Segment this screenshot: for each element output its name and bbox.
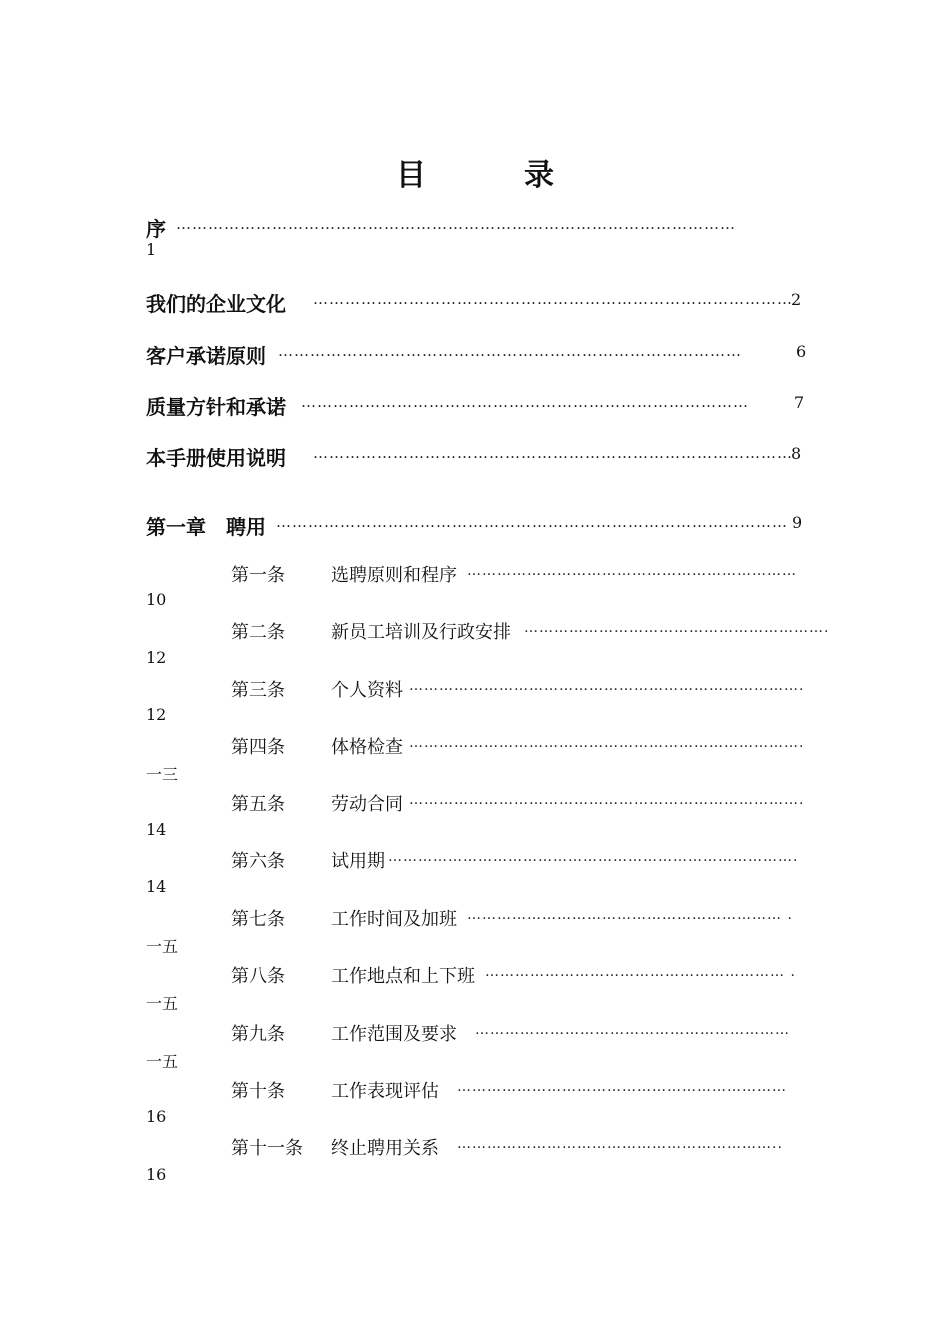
toc-leader: ……………………………………………………………………………… (313, 444, 793, 462)
toc-page-number: 12 (146, 648, 167, 667)
toc-entry-label: 客户承诺原则 (146, 344, 266, 368)
toc-entry-culture[interactable] (146, 288, 806, 318)
toc-leader: …………………………………………………………………………… (278, 342, 742, 360)
toc-entry-label: 质量方针和承诺 (146, 395, 286, 419)
toc-article-1[interactable] (231, 561, 797, 587)
toc-page-number: 1 (146, 240, 157, 259)
toc-article-6[interactable] (231, 847, 799, 873)
toc-leader: ……………………………………………………… (475, 1022, 790, 1038)
article-name: 劳动合同 (331, 794, 403, 815)
toc-page-number: 14 (146, 877, 167, 896)
toc-leader: …………………………………………………………………………………… (276, 513, 788, 531)
toc-page-number: 7 (794, 393, 805, 412)
article-name: 工作表现评估 (331, 1081, 439, 1102)
toc-article-9[interactable] (231, 1020, 791, 1046)
article-number: 第八条 (231, 966, 285, 987)
article-name: 试用期 (331, 851, 385, 872)
toc-page-number: 一五 (146, 1052, 179, 1071)
toc-page-number: 一五 (146, 937, 179, 956)
article-number: 第十条 (231, 1081, 285, 1102)
toc-entry-manual-usage[interactable] (146, 442, 816, 472)
toc-page-number: 8 (791, 444, 802, 463)
article-number: 第九条 (231, 1024, 285, 1045)
article-number: 第六条 (231, 851, 285, 872)
toc-page-number: 10 (146, 590, 167, 609)
article-name: 体格检查 (331, 737, 403, 758)
toc-page-number: 9 (792, 513, 803, 532)
toc-page-number: 16 (146, 1165, 167, 1184)
toc-entry-label: 我们的企业文化 (146, 292, 286, 316)
toc-page-number: 16 (146, 1107, 167, 1126)
toc-page-number: 2 (791, 290, 802, 309)
toc-page-number: 6 (796, 342, 807, 361)
toc-article-4[interactable] (231, 733, 805, 759)
article-number: 第七条 (231, 909, 285, 930)
toc-leader: …………………………………………………………………………………………… (176, 215, 736, 233)
toc-leader: ……………………………………………………….. (457, 1136, 783, 1152)
article-number: 第十一条 (231, 1138, 303, 1159)
article-number: 第二条 (231, 622, 285, 643)
toc-chapter-1[interactable] (146, 511, 816, 541)
toc-leader: ……………………………………………………………………………… (313, 290, 793, 308)
toc-page-number: 12 (146, 705, 167, 724)
article-name: 选聘原则和程序 (331, 565, 457, 586)
toc-entry-customer-commitment[interactable] (146, 340, 816, 370)
toc-leader: ………………………………………………………………………… (301, 393, 749, 411)
article-name: 工作地点和上下班 (331, 966, 475, 987)
toc-entry-label: 本手册使用说明 (146, 446, 286, 470)
toc-article-5[interactable] (231, 790, 805, 816)
article-name: 个人资料 (331, 680, 403, 701)
toc-entry-preface[interactable] (146, 213, 806, 243)
toc-entry-quality-policy[interactable] (146, 391, 816, 421)
article-number: 第五条 (231, 794, 285, 815)
toc-article-8[interactable] (231, 962, 796, 988)
toc-leader: ………………………………………………………………………. (388, 849, 799, 865)
toc-article-2[interactable] (231, 618, 830, 644)
toc-leader: ……………………………………………………. (524, 620, 830, 636)
toc-page-number: 14 (146, 820, 167, 839)
toc-leader: ……………………………………………………………………. (409, 678, 805, 694)
toc-article-10[interactable] (231, 1077, 791, 1103)
article-number: 第四条 (231, 737, 285, 758)
toc-leader: ……………………………………………………… . (467, 907, 793, 923)
article-name: 工作时间及加班 (331, 909, 457, 930)
toc-entry-label: 序 (146, 217, 166, 241)
article-number: 第三条 (231, 680, 285, 701)
toc-article-7[interactable] (231, 905, 791, 931)
toc-leader: ………………………………………………………… (467, 563, 797, 579)
toc-article-11[interactable] (231, 1134, 791, 1160)
toc-title: 目 录 (396, 158, 588, 193)
toc-leader: ……………………………………………………………………. (409, 792, 805, 808)
chapter-label: 第一章 聘用 (146, 515, 266, 539)
toc-leader: ……………………………………………………………………. (409, 735, 805, 751)
article-number: 第一条 (231, 565, 285, 586)
article-name: 新员工培训及行政安排 (331, 622, 511, 643)
article-name: 终止聘用关系 (331, 1138, 439, 1159)
toc-page-number: 一三 (146, 765, 179, 784)
toc-leader: ………………………………………………………… (457, 1079, 787, 1095)
article-name: 工作范围及要求 (331, 1024, 457, 1045)
toc-leader: …………………………………………………… . (485, 964, 796, 980)
toc-article-3[interactable] (231, 676, 805, 702)
toc-page-number: 一五 (146, 994, 179, 1013)
